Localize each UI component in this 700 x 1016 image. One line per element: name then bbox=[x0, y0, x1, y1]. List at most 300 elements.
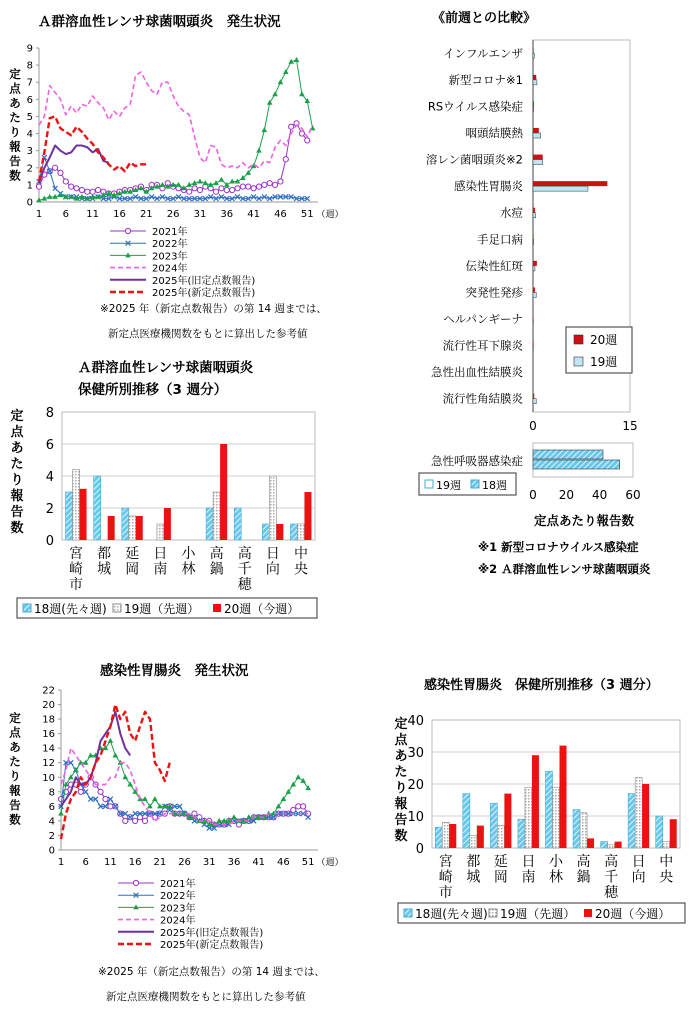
bar-prev2_week bbox=[122, 508, 129, 540]
bar-prev2_week bbox=[262, 524, 269, 540]
point-marker bbox=[83, 789, 88, 794]
category-label-char: 崎 bbox=[69, 561, 84, 578]
point-marker bbox=[257, 196, 262, 201]
point-marker bbox=[52, 165, 57, 170]
point-marker bbox=[79, 187, 84, 192]
x-tick-label: 36 bbox=[227, 857, 241, 868]
bar-this_week bbox=[477, 826, 484, 848]
point-marker bbox=[103, 796, 108, 801]
gastro_trend-y-axis-label-char: 報 bbox=[9, 783, 21, 798]
bar-prev_week bbox=[157, 524, 164, 540]
legend-swatch bbox=[574, 357, 583, 366]
point-marker bbox=[267, 181, 272, 186]
point-marker bbox=[155, 196, 160, 201]
legend-label: 19週 bbox=[436, 479, 461, 492]
bar-prev2_week bbox=[601, 842, 608, 848]
point-marker bbox=[300, 778, 306, 783]
gastro_hc-y-axis-label-char: た bbox=[394, 765, 408, 780]
category-label-char: 南 bbox=[521, 869, 536, 886]
x-axis-label: （週） bbox=[316, 210, 344, 220]
x-tick-label: 16 bbox=[128, 857, 142, 868]
x-tick-label: 26 bbox=[166, 209, 180, 220]
bar-prev_week bbox=[525, 787, 532, 848]
strep_hc-plot bbox=[62, 412, 315, 540]
x-tick-label: 6 bbox=[62, 209, 70, 220]
point-marker bbox=[58, 170, 63, 175]
bar-this_week bbox=[587, 838, 594, 848]
point-marker bbox=[36, 184, 41, 189]
bar-prev2_week bbox=[656, 816, 663, 848]
legend-label: 20週（今週） bbox=[224, 602, 300, 616]
point-marker bbox=[213, 189, 218, 194]
bar-prev_week bbox=[635, 778, 642, 848]
category-label-char: 岡 bbox=[493, 869, 508, 886]
legend-swatch bbox=[113, 604, 121, 612]
bar-acute bbox=[533, 460, 620, 469]
point-marker bbox=[262, 127, 268, 132]
category-label bbox=[577, 853, 591, 886]
compare-legend bbox=[566, 327, 632, 373]
bar-prev2_week bbox=[435, 827, 442, 848]
bar-prev_week bbox=[269, 476, 276, 540]
legend-label: 2025年(新定点数報告) bbox=[152, 288, 256, 299]
category-label: ヘルパンギーナ bbox=[443, 312, 523, 326]
category-label-char: 宮 bbox=[69, 546, 84, 562]
legend-swatch bbox=[489, 909, 497, 917]
bar-this_week bbox=[560, 746, 567, 848]
category-label-char: 穂 bbox=[237, 577, 252, 593]
strep_trend-y-axis-label-char: 告 bbox=[9, 154, 21, 168]
point-marker bbox=[78, 789, 83, 794]
bar-this_week bbox=[108, 516, 115, 540]
point-marker bbox=[299, 91, 305, 96]
point-marker bbox=[299, 131, 304, 136]
strep_trend-y-axis-label-char: あ bbox=[9, 96, 21, 110]
point-marker bbox=[219, 194, 224, 199]
category-label-char: 千 bbox=[237, 561, 252, 578]
point-marker bbox=[256, 148, 262, 153]
category-label-char: 日 bbox=[631, 854, 646, 870]
category-label-char: 小 bbox=[181, 546, 196, 562]
category-label: 咽頭結膜熱 bbox=[465, 126, 523, 140]
category-label: 急性呼吸器感染症 bbox=[431, 454, 523, 468]
bar-this_week bbox=[532, 755, 539, 848]
gastro_hc-y-axis-label-char: 報 bbox=[394, 797, 408, 812]
legend-label: 19週（先週） bbox=[500, 907, 576, 921]
strep_hc-title: 保健所別推移（3 週分） bbox=[78, 382, 228, 398]
category-label: 流行性角結膜炎 bbox=[442, 391, 523, 406]
bar-wk20_bar bbox=[533, 287, 535, 292]
category-label-char: 高 bbox=[209, 546, 224, 562]
y-tick-label: 40 bbox=[407, 714, 424, 729]
bar-wk20_bar bbox=[533, 261, 537, 266]
strep_trend-y-axis-label-char: り bbox=[9, 125, 21, 139]
strep_hc-y-axis-label-char: 数 bbox=[10, 521, 24, 536]
x-tick-label: 0 bbox=[529, 419, 537, 433]
y-tick-label: 20 bbox=[42, 700, 55, 712]
point-marker bbox=[296, 804, 301, 809]
bar-wk20_bar bbox=[533, 341, 534, 346]
strep_hc-y-axis-label-char: あ bbox=[10, 441, 24, 456]
point-marker bbox=[152, 796, 158, 801]
strep_hc-y-axis-label bbox=[10, 408, 24, 536]
y-tick-label: 18 bbox=[42, 714, 55, 726]
category-label bbox=[125, 546, 139, 578]
y-tick-label: 4 bbox=[48, 816, 55, 828]
bar-this_week bbox=[220, 444, 227, 540]
point-marker bbox=[283, 69, 289, 74]
y-tick-label: 30 bbox=[407, 746, 424, 761]
bar-wk20_bar bbox=[533, 234, 534, 239]
bar-prev_week bbox=[129, 516, 136, 540]
category-label bbox=[494, 854, 508, 886]
strep_trend-y-axis-label-char: 数 bbox=[9, 168, 21, 183]
point-marker bbox=[251, 186, 256, 191]
category-label-char: 城 bbox=[466, 869, 481, 886]
legend-swatch bbox=[213, 604, 221, 612]
category-label-char: 日 bbox=[521, 854, 536, 870]
legend-label: 19週（先週） bbox=[124, 602, 200, 616]
point-marker bbox=[133, 818, 138, 823]
chart-note: ※2025 年（新定点数報告）の第 14 週までは、 bbox=[98, 966, 325, 978]
category-label-char: 市 bbox=[438, 885, 453, 901]
point-marker bbox=[256, 184, 261, 189]
point-marker bbox=[231, 814, 237, 819]
series-new2025 bbox=[39, 116, 146, 181]
point-marker bbox=[214, 196, 219, 201]
y-tick-label: 0 bbox=[26, 197, 33, 209]
gastro_trend-legend bbox=[118, 877, 263, 951]
x-tick-label: 21 bbox=[139, 209, 153, 220]
category-label bbox=[604, 853, 619, 901]
bar-prev2_week bbox=[290, 524, 297, 540]
x-tick-label: 40 bbox=[592, 488, 608, 502]
gastro_hc-y-axis-label-char: り bbox=[394, 781, 408, 796]
legend-swatch bbox=[23, 604, 31, 612]
point-marker bbox=[85, 189, 90, 194]
x-tick-label: 36 bbox=[220, 209, 234, 220]
x-tick-label: 51 bbox=[301, 857, 315, 868]
point-marker bbox=[98, 789, 103, 794]
legend-label: 2024年 bbox=[152, 263, 188, 275]
y-tick-label: 10 bbox=[407, 810, 424, 825]
strep_hc-legend bbox=[17, 598, 317, 618]
y-tick-label: 2 bbox=[45, 502, 54, 517]
y-tick-label: 3 bbox=[26, 146, 33, 158]
gastro_trend-y-axis-label-char: あ bbox=[9, 740, 21, 754]
x-tick-label: 41 bbox=[247, 209, 260, 220]
bar-wk19_bar bbox=[533, 213, 536, 218]
point-marker bbox=[113, 752, 119, 757]
y-tick-label: 8 bbox=[26, 60, 33, 72]
category-label bbox=[294, 545, 308, 578]
y-tick-label: 0 bbox=[48, 845, 55, 857]
category-label bbox=[439, 854, 453, 901]
category-label bbox=[659, 853, 673, 886]
bar-acute bbox=[533, 450, 603, 459]
strep_trend-plot bbox=[36, 48, 318, 202]
acute-legend bbox=[419, 473, 516, 495]
acute-plot bbox=[533, 443, 633, 477]
bar-prev2_week bbox=[573, 810, 580, 848]
gastro_trend-y-axis-label-char: 告 bbox=[9, 798, 21, 812]
category-label-char: 穂 bbox=[604, 885, 619, 901]
legend-swatch bbox=[404, 909, 412, 917]
point-marker bbox=[149, 194, 154, 199]
bar-this_week bbox=[670, 819, 677, 848]
compare-title: 《前週との比較》 bbox=[431, 11, 537, 26]
bar-prev2_week bbox=[628, 794, 635, 848]
y-tick-label: 16 bbox=[42, 729, 55, 741]
category-label: 新型コロナ※1 bbox=[448, 72, 523, 87]
point-marker bbox=[251, 194, 256, 199]
y-tick-label: 2 bbox=[48, 830, 55, 842]
point-marker bbox=[133, 194, 138, 199]
y-tick-label: 8 bbox=[48, 787, 55, 799]
point-marker bbox=[294, 57, 300, 62]
series-old2025 bbox=[61, 712, 130, 807]
point-marker bbox=[197, 187, 202, 192]
x-tick-label: 1 bbox=[35, 209, 43, 220]
series-line-old2025 bbox=[61, 712, 130, 807]
bar-this_week bbox=[164, 508, 171, 540]
gastro_trend-y-axis-label-char: 数 bbox=[9, 812, 21, 827]
point-marker bbox=[63, 179, 68, 184]
gastro_hc-y-axis-label-char: 告 bbox=[394, 813, 408, 828]
gastro_trend-title: 感染性胃腸炎 発生状況 bbox=[100, 663, 249, 679]
category-label-char: 延 bbox=[493, 854, 508, 870]
gastro_trend-y-axis-label bbox=[9, 711, 21, 827]
category-label-char: 宮 bbox=[438, 854, 453, 870]
x-tick-label: 51 bbox=[300, 209, 314, 220]
bar-prev2_week bbox=[463, 794, 470, 848]
point-marker bbox=[305, 138, 310, 143]
y-tick-label: 12 bbox=[42, 758, 55, 770]
category-label bbox=[521, 854, 535, 886]
category-label-char: 向 bbox=[631, 869, 646, 886]
strep_trend-y-axis-label bbox=[9, 67, 21, 183]
point-marker bbox=[197, 178, 203, 183]
bar-this_week bbox=[615, 842, 622, 848]
legend-label: 2024年 bbox=[160, 915, 196, 927]
category-label-char: 高 bbox=[576, 854, 591, 870]
legend-label: 2021年 bbox=[152, 227, 188, 238]
chart-note: ※2025 年（新定点数報告）の第 14 週までは、 bbox=[100, 303, 327, 315]
point-marker bbox=[230, 187, 235, 192]
category-label-char: 高 bbox=[237, 546, 252, 562]
category-label bbox=[153, 546, 167, 578]
series-line-new2025 bbox=[39, 116, 146, 181]
strep_hc-y-axis-label-char: た bbox=[10, 457, 24, 472]
category-label-char: 央 bbox=[659, 869, 674, 886]
legend-label: 2022年 bbox=[152, 239, 188, 251]
y-tick-label: 4 bbox=[26, 129, 33, 141]
category-label-char: 日 bbox=[153, 546, 168, 562]
point-marker bbox=[219, 186, 224, 191]
x-tick-label: 11 bbox=[104, 857, 117, 868]
y-tick-label: 20 bbox=[407, 778, 424, 793]
bar-wk20_bar bbox=[533, 48, 534, 53]
legend-swatch bbox=[584, 909, 592, 917]
point-marker bbox=[160, 182, 166, 187]
x-axis-label: （週） bbox=[316, 858, 344, 868]
point-marker bbox=[160, 194, 165, 199]
x-tick-label: 20 bbox=[558, 488, 574, 502]
bar-wk19_bar bbox=[533, 160, 543, 165]
bar-prev2_week bbox=[546, 771, 553, 848]
point-marker bbox=[272, 182, 277, 187]
legend-label: 2021年 bbox=[160, 879, 196, 890]
point-marker bbox=[90, 189, 95, 194]
legend-label: 2025年(旧定点数報告) bbox=[152, 275, 256, 287]
category-label-char: 都 bbox=[97, 546, 112, 562]
series-line-y2024 bbox=[39, 72, 313, 168]
bar-prev_week bbox=[470, 835, 477, 848]
gastro_hc-title: 感染性胃腸炎 保健所別推移（3 週分） bbox=[424, 678, 659, 693]
bar-prev_week bbox=[73, 470, 80, 540]
category-label-char: 崎 bbox=[438, 869, 453, 886]
category-label-char: 高 bbox=[604, 854, 619, 870]
legend-label: 19週 bbox=[590, 355, 618, 369]
y-tick-label: 6 bbox=[45, 438, 54, 453]
y-tick-label: 9 bbox=[26, 43, 33, 55]
legend-label: 20週 bbox=[590, 333, 618, 347]
strep_trend-legend bbox=[110, 225, 255, 299]
bar-this_week bbox=[642, 784, 649, 848]
bar-wk19_bar bbox=[533, 186, 588, 191]
y-tick-label: 10 bbox=[42, 772, 55, 784]
point-marker bbox=[246, 184, 251, 189]
strep_trend-y-axis-label-char: 定 bbox=[9, 67, 21, 81]
bar-this_week bbox=[276, 524, 283, 540]
bar-wk19_bar bbox=[533, 80, 537, 85]
legend-label: 18週(先々週) bbox=[415, 907, 488, 921]
bar-prev_week bbox=[553, 787, 560, 848]
x-tick-label: 60 bbox=[625, 488, 641, 502]
point-marker bbox=[192, 186, 197, 191]
gastro_trend-y-axis-label-char: 定 bbox=[9, 711, 21, 725]
point-marker bbox=[235, 186, 240, 191]
y-tick-label: 5 bbox=[26, 111, 33, 123]
point-marker bbox=[272, 91, 278, 96]
strep_hc-title: Ａ群溶血性レンサ球菌咽頭炎 bbox=[78, 360, 254, 376]
bar-wk19_bar bbox=[533, 133, 541, 138]
x-tick-label: 46 bbox=[277, 857, 290, 868]
category-label-char: 日 bbox=[265, 546, 280, 562]
bar-wk20_bar bbox=[533, 394, 534, 399]
point-marker bbox=[278, 79, 284, 84]
bar-wk19_bar bbox=[533, 106, 534, 111]
category-label bbox=[549, 854, 564, 886]
point-marker bbox=[213, 180, 219, 185]
strep_trend-y-axis-label-char: 点 bbox=[9, 81, 21, 96]
bar-wk20_bar bbox=[533, 155, 543, 160]
legend-label: 2025年(新定点数報告) bbox=[160, 940, 264, 951]
bar-wk19_bar bbox=[533, 53, 534, 58]
point-marker bbox=[53, 186, 58, 191]
y-tick-label: 0 bbox=[415, 842, 424, 857]
y-tick-label: 6 bbox=[48, 801, 55, 813]
gastro_hc-legend bbox=[398, 903, 685, 923]
x-tick-label: 41 bbox=[252, 857, 266, 868]
point-marker bbox=[262, 194, 267, 199]
gastro_hc-y-axis-label-char: 点 bbox=[394, 733, 408, 748]
x-tick-label: 6 bbox=[82, 857, 89, 868]
point-marker bbox=[278, 179, 283, 184]
bar-prev2_week bbox=[490, 803, 497, 848]
strep_hc-y-axis-label-char: 定 bbox=[10, 409, 24, 424]
footnote: ※1 新型コロナウイルス感染症 bbox=[478, 540, 639, 554]
category-label bbox=[266, 546, 280, 578]
bar-wk19_bar bbox=[533, 266, 535, 271]
x-tick-label: 31 bbox=[193, 209, 207, 220]
bar-this_week bbox=[304, 492, 311, 540]
y-tick-label: 1 bbox=[26, 180, 33, 192]
point-marker bbox=[224, 187, 229, 192]
point-marker bbox=[208, 194, 213, 199]
point-marker bbox=[95, 187, 100, 192]
bar-wk19_bar bbox=[533, 399, 536, 404]
point-marker bbox=[176, 194, 181, 199]
bar-prev_week bbox=[297, 524, 304, 540]
category-label: 伝染性紅斑 bbox=[465, 258, 523, 273]
x-tick-label: 0 bbox=[529, 488, 537, 502]
point-marker bbox=[289, 124, 294, 129]
category-label-char: 岡 bbox=[125, 561, 140, 578]
bar-this_week bbox=[80, 489, 87, 540]
bar-prev2_week bbox=[234, 508, 241, 540]
bar-wk20_bar bbox=[533, 181, 607, 186]
category-label-char: 央 bbox=[293, 561, 308, 578]
chart-note: 新定点医療機関数をもとに算出した参考値 bbox=[106, 991, 306, 1003]
point-marker bbox=[301, 804, 306, 809]
category-label: 流行性耳下腺炎 bbox=[442, 338, 523, 353]
strep_hc-y-axis-label-char: り bbox=[10, 473, 24, 488]
category-label-char: 都 bbox=[466, 854, 481, 870]
bar-prev_week bbox=[663, 842, 670, 848]
compare-x-axis-label: 定点あたり報告数 bbox=[533, 513, 635, 528]
series-y2024 bbox=[39, 72, 313, 168]
bar-prev2_week bbox=[206, 508, 213, 540]
strep_hc-y-axis-label-char: 点 bbox=[10, 425, 24, 440]
category-label: 手足口病 bbox=[477, 232, 523, 247]
bar-prev2_week bbox=[94, 476, 101, 540]
bar-prev_week bbox=[608, 845, 615, 848]
legend-label: 2023年 bbox=[152, 251, 188, 263]
x-tick-label: 15 bbox=[622, 419, 638, 433]
category-label-char: 鍋 bbox=[209, 561, 224, 578]
legend-label: 2023年 bbox=[160, 903, 196, 915]
bar-prev_week bbox=[442, 822, 449, 848]
bar-wk20_bar bbox=[533, 75, 536, 80]
point-marker bbox=[219, 177, 225, 182]
category-label-char: 林 bbox=[181, 561, 196, 578]
gastro_trend-y-axis-label-char: 点 bbox=[9, 725, 21, 740]
y-tick-label: 22 bbox=[42, 685, 55, 697]
x-tick-label: 31 bbox=[202, 857, 216, 868]
point-marker bbox=[142, 818, 147, 823]
point-marker bbox=[108, 738, 114, 743]
point-marker bbox=[235, 194, 240, 199]
point-marker bbox=[295, 774, 301, 779]
footnote: ※2 Ａ群溶血性レンサ球菌咽頭炎 bbox=[478, 562, 651, 576]
strep_hc-y-axis-label-char: 報 bbox=[10, 489, 24, 504]
category-label: インフルエンザ bbox=[442, 46, 523, 61]
legend-label: 2025年(旧定点数報告) bbox=[160, 927, 264, 939]
legend-swatch bbox=[574, 335, 583, 344]
point-marker bbox=[58, 811, 64, 816]
category-label: RSウイルス感染症 bbox=[427, 99, 523, 114]
